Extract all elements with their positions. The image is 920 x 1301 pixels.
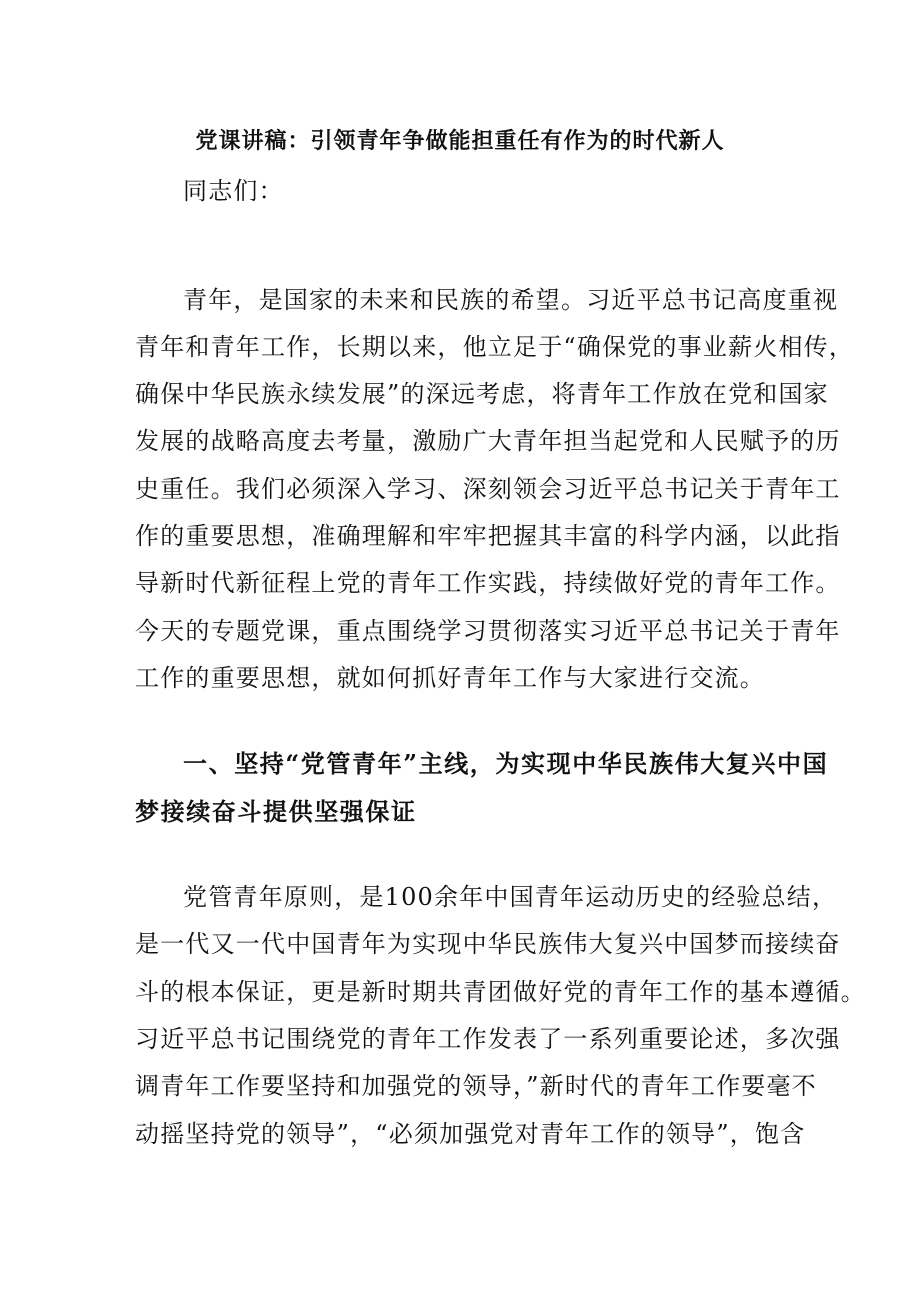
paragraph-line: 动摇坚持党的领导”，“必须加强党对青年工作的领导”，饱含 [135, 1120, 806, 1148]
paragraph-line: 导新时代新征程上党的青年工作实践，持续做好党的青年工作。 [135, 569, 841, 597]
paragraph-line: 习近平总书记围绕党的青年工作发表了一系列重要论述，多次强 [135, 1025, 841, 1053]
paragraph-line: 调青年工作要坚持和加强党的领导，”新时代的青年工作要毫不 [135, 1072, 817, 1100]
paragraph-line: 作的重要思想，准确理解和牢牢把握其丰富的科学内涵，以此指 [135, 522, 841, 550]
heading-line: 梦接续奋斗提供坚强保证 [135, 797, 417, 826]
paragraph-line: 发展的战略高度去考量，激励广大青年担当起党和人民赋予的历 [135, 427, 841, 455]
paragraph-line: 党管青年原则，是100余年中国青年运动历史的经验总结， [183, 883, 838, 911]
paragraph-line: 今天的专题党课，重点围绕学习贯彻落实习近平总书记关于青年 [135, 617, 841, 645]
salutation: 同志们： [183, 177, 284, 205]
paragraph-line: 史重任。我们必须深入学习、深刻领会习近平总书记关于青年工 [135, 475, 841, 503]
paragraph-line: 是一代又一代中国青年为实现中华民族伟大复兴中国梦而接续奋 [135, 930, 841, 958]
paragraph-line: 青年，是国家的未来和民族的希望。习近平总书记高度重视 [183, 286, 839, 314]
paragraph-line: 工作的重要思想，就如何抓好青年工作与大家进行交流。 [135, 664, 765, 692]
paragraph-line: 斗的根本保证，更是新时期共青团做好党的青年工作的基本遵循。 [135, 978, 866, 1006]
document-title: 党课讲稿：引领青年争做能担重任有作为的时代新人 [195, 128, 725, 154]
paragraph-line: 青年和青年工作，长期以来，他立足于“确保党的事业薪火相传， [135, 333, 855, 361]
heading-line: 一、坚持“党管青年”主线，为实现中华民族伟大复兴中国 [183, 749, 829, 778]
paragraph-line: 确保中华民族永续发展”的深远考虑，将青年工作放在党和国家 [135, 380, 829, 408]
